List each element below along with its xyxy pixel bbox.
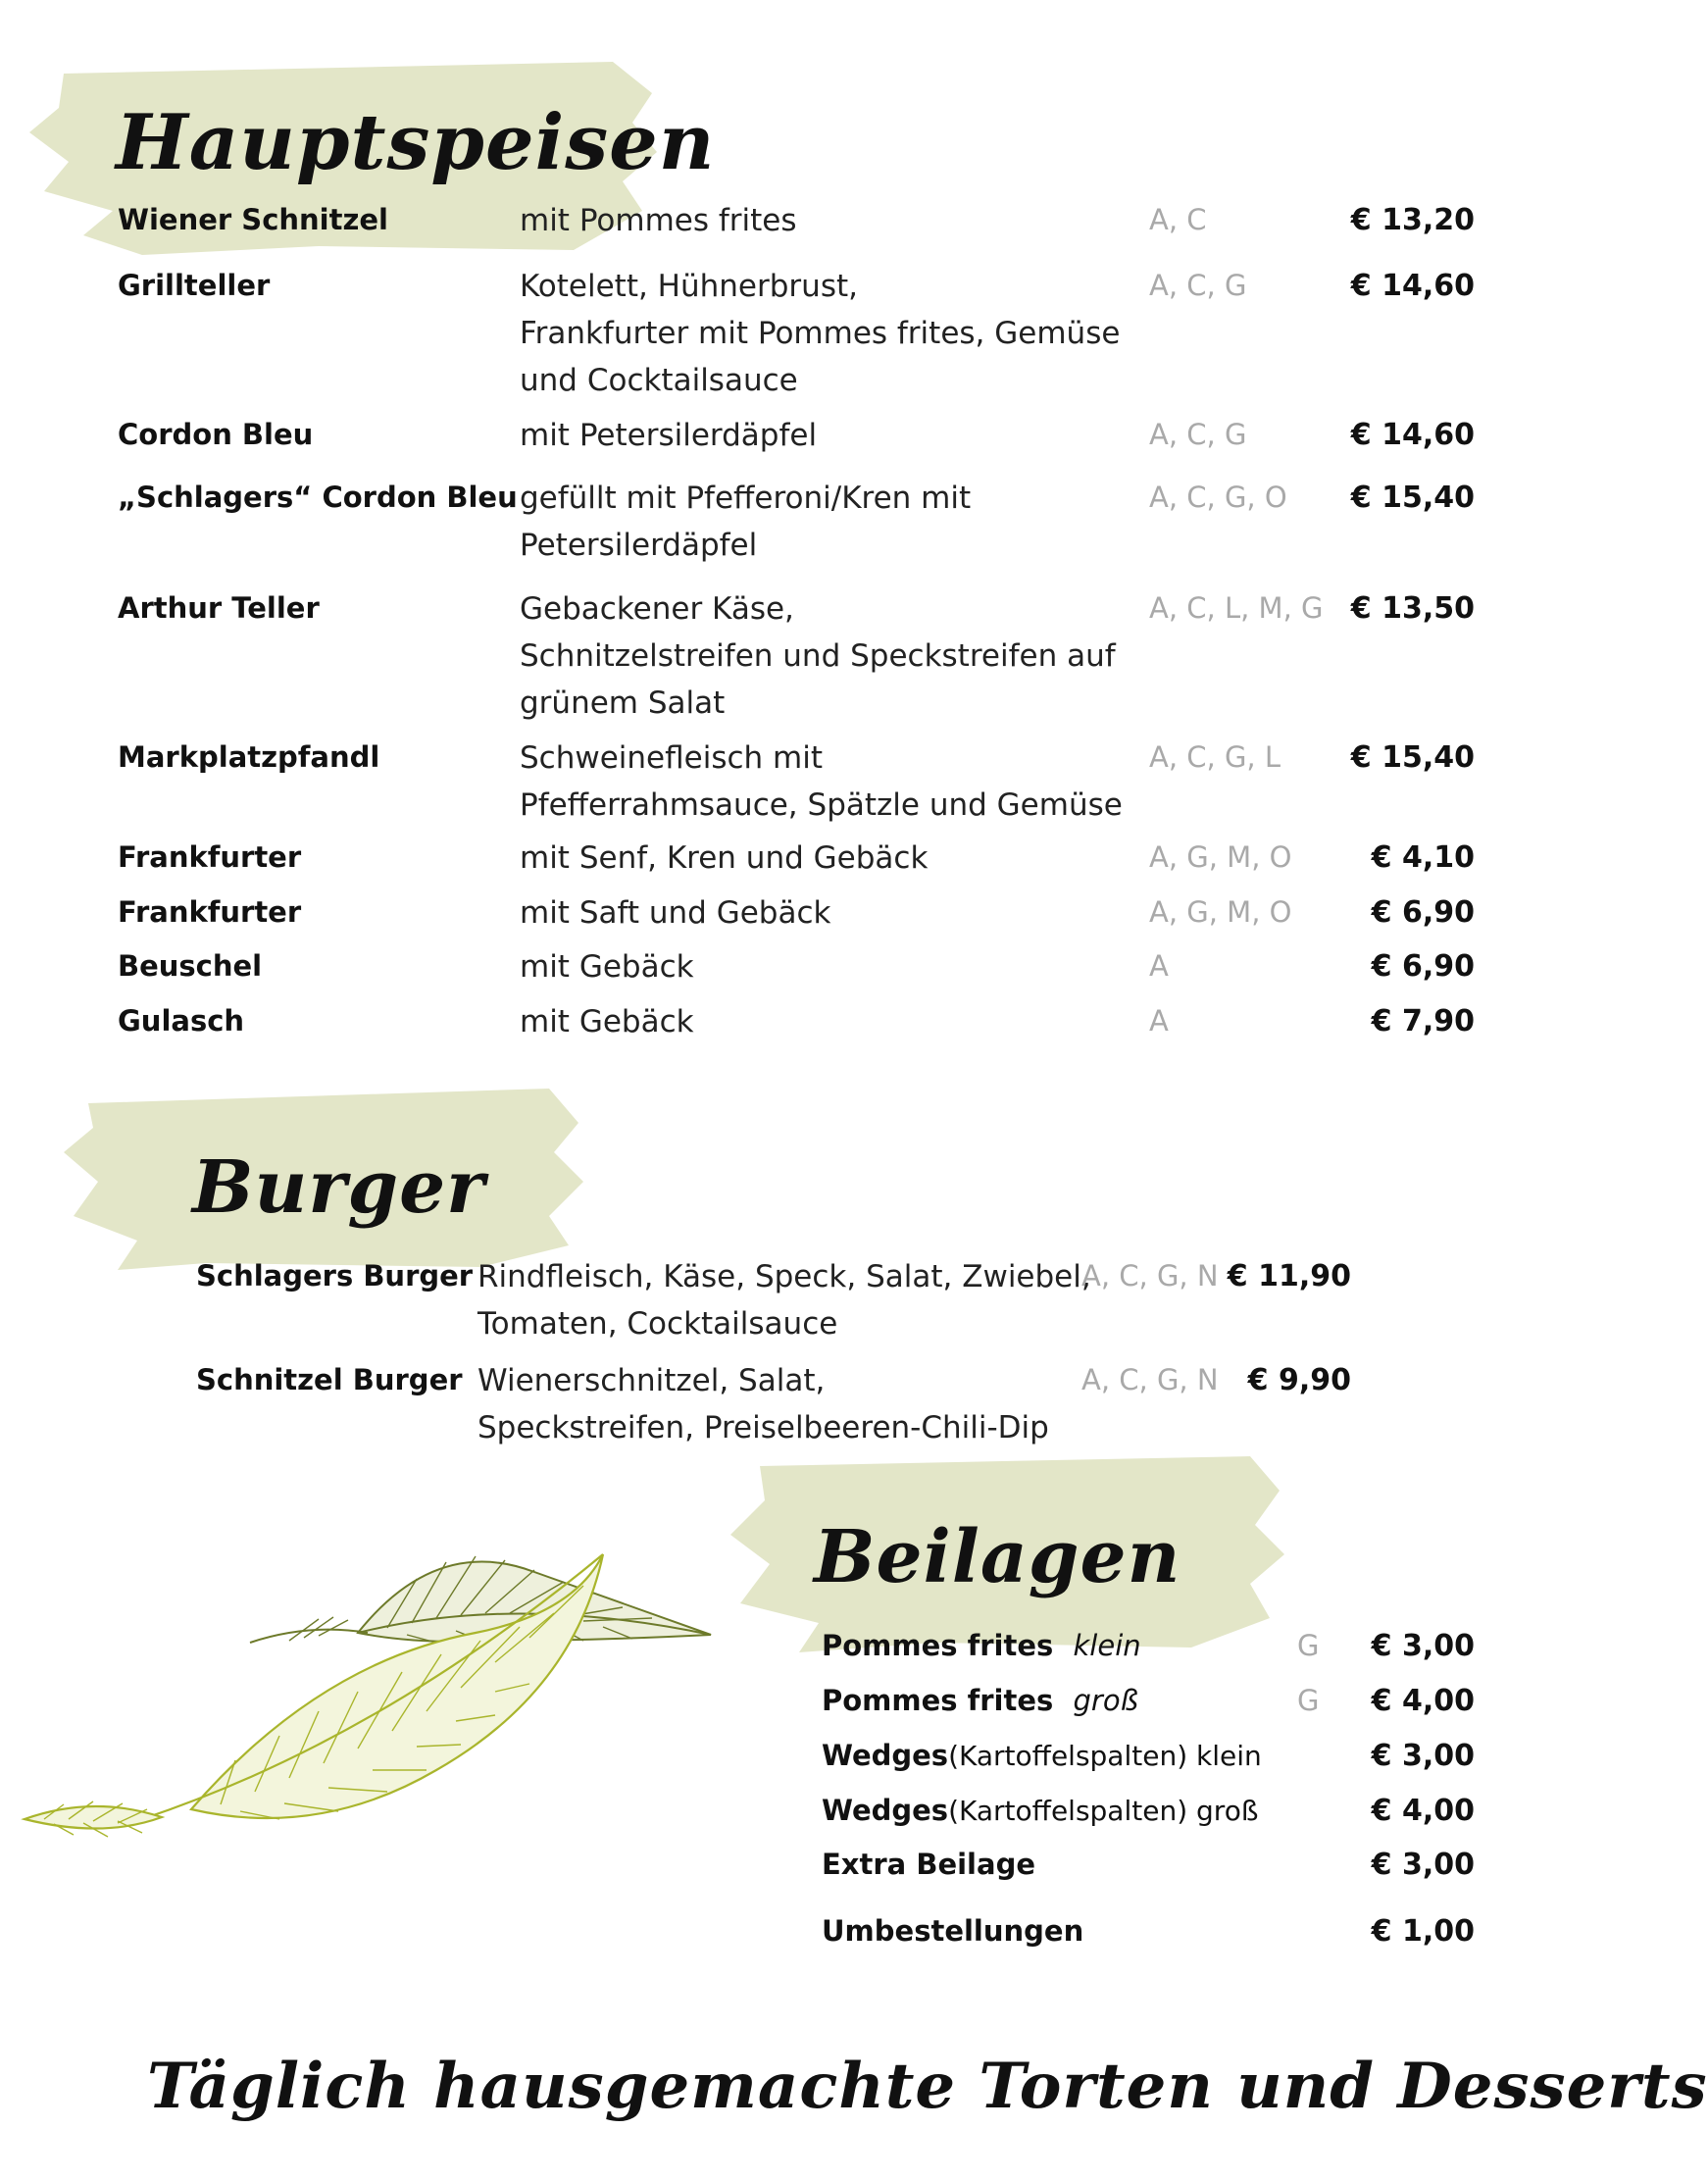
- section-title-hauptspeisen: Hauptspeisen: [116, 98, 716, 187]
- item-allergens: A: [1149, 1004, 1169, 1038]
- item-price: € 14,60: [1350, 418, 1475, 452]
- item-description: mit Pommes frites: [520, 203, 797, 238]
- item-price: € 4,00: [1371, 1794, 1475, 1828]
- item-price: € 15,40: [1350, 740, 1475, 775]
- item-description: Wienerschnitzel, Salat, Speckstreifen, Preiselbeeren-Chili-Dip: [477, 1363, 1049, 1445]
- item-name: Markplatzpfandl: [118, 740, 380, 774]
- footer-tagline: Täglich hausgemachte Torten und Desserts: [147, 2050, 1708, 2123]
- section-title-burger: Burger: [192, 1145, 486, 1230]
- item-name: Pommes frites groß: [822, 1684, 1138, 1717]
- item-price: € 3,00: [1371, 1739, 1475, 1773]
- item-name: Grillteller: [118, 269, 271, 302]
- item-name: Frankfurter: [118, 840, 302, 874]
- item-description: mit Senf, Kren und Gebäck: [520, 840, 929, 876]
- item-price: € 6,90: [1371, 895, 1475, 930]
- item-name: Umbestellungen: [822, 1914, 1084, 1948]
- item-name: Pommes frites klein: [822, 1629, 1141, 1662]
- item-price: € 13,50: [1350, 591, 1475, 626]
- item-price: € 1,00: [1371, 1914, 1475, 1949]
- item-name: Arthur Teller: [118, 591, 320, 625]
- item-name: Gulasch: [118, 1004, 245, 1038]
- item-description: mit Gebäck: [520, 1004, 694, 1039]
- item-allergens: A, G, M, O: [1149, 895, 1292, 929]
- item-allergens: A, C, G, N: [1081, 1259, 1219, 1293]
- item-name: „Schlagers“ Cordon Bleu: [118, 481, 518, 514]
- item-price: € 11,90: [1227, 1259, 1351, 1293]
- item-extra: (Kartoffelspalten) klein: [948, 1740, 1262, 1772]
- item-price: € 6,90: [1371, 949, 1475, 984]
- item-description: mit Gebäck: [520, 949, 694, 985]
- item-allergens: A, C, G: [1149, 269, 1247, 302]
- leaf-illustration: [25, 1525, 716, 1858]
- item-description: Gebackener Käse, Schnitzelstreifen und Speckstreifen auf grünem Salat: [520, 591, 1116, 721]
- item-allergens: A, G, M, O: [1149, 840, 1292, 874]
- item-name: Schnitzel Burger: [196, 1363, 463, 1396]
- item-name: Extra Beilage: [822, 1848, 1035, 1881]
- item-name: Wedges(Kartoffelspalten) groß: [822, 1794, 1259, 1827]
- item-description: mit Saft und Gebäck: [520, 895, 831, 931]
- item-price: € 3,00: [1371, 1848, 1475, 1882]
- item-price: € 7,90: [1371, 1004, 1475, 1039]
- item-description: Kotelett, Hühnerbrust, Frankfurter mit Pommes frites, Gemüse und Cocktailsauce: [520, 269, 1121, 398]
- section-title-beilagen: Beilagen: [814, 1515, 1181, 1599]
- item-description: gefüllt mit Pfefferoni/Kren mit Petersilerdäpfel: [520, 481, 972, 563]
- item-name: Cordon Bleu: [118, 418, 314, 451]
- item-name: Wiener Schnitzel: [118, 203, 388, 236]
- item-allergens: A, C, G, O: [1149, 481, 1287, 514]
- item-allergens: A, C, G, L: [1149, 740, 1281, 774]
- item-price: € 14,60: [1350, 269, 1475, 303]
- item-variant: klein: [1073, 1629, 1141, 1662]
- item-allergens: A, C, L, M, G: [1149, 591, 1324, 625]
- item-price: € 9,90: [1247, 1363, 1351, 1397]
- item-variant: groß: [1073, 1684, 1138, 1717]
- item-name: Beuschel: [118, 949, 263, 983]
- item-name: Wedges(Kartoffelspalten) klein: [822, 1739, 1262, 1772]
- item-allergens: G: [1297, 1629, 1320, 1662]
- item-description: Schweinefleisch mit Pfefferrahmsauce, Spätzle und Gemüse: [520, 740, 1123, 823]
- item-price: € 15,40: [1350, 481, 1475, 515]
- item-allergens: A, C, G, N: [1081, 1363, 1219, 1396]
- item-allergens: A, C, G: [1149, 418, 1247, 451]
- item-price: € 3,00: [1371, 1629, 1475, 1663]
- item-description: Rindfleisch, Käse, Speck, Salat, Zwiebel, Tomaten, Cocktailsauce: [477, 1259, 1091, 1342]
- item-description: mit Petersilerdäpfel: [520, 418, 818, 453]
- item-name: Schlagers Burger: [196, 1259, 474, 1293]
- item-allergens: G: [1297, 1684, 1320, 1717]
- item-price: € 4,10: [1371, 840, 1475, 875]
- item-price: € 4,00: [1371, 1684, 1475, 1718]
- item-extra: (Kartoffelspalten) groß: [948, 1795, 1259, 1827]
- item-price: € 13,20: [1350, 203, 1475, 237]
- item-allergens: A: [1149, 949, 1169, 983]
- item-allergens: A, C: [1149, 203, 1207, 236]
- leaf-small-icon: [250, 1556, 711, 1643]
- item-name: Frankfurter: [118, 895, 302, 929]
